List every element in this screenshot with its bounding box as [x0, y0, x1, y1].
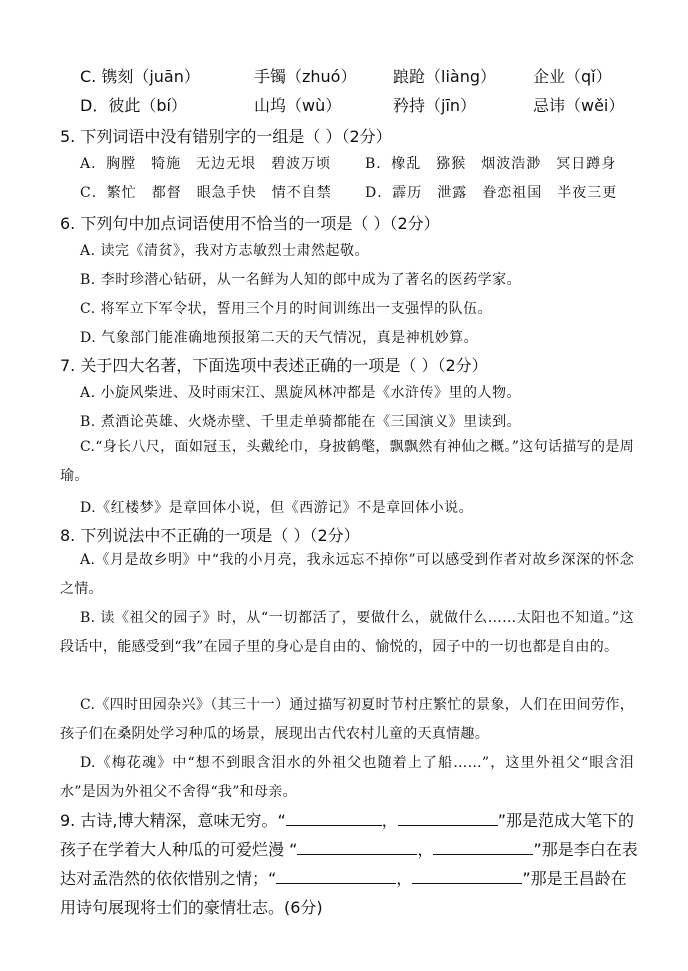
q5-option-c: C．繁忙 都督 眼急手快 情不自禁: [80, 185, 332, 201]
q6-option-d: D. 气象部门能准确地预报第二天的天气情况，真是神机妙算。: [80, 330, 479, 346]
q8-option-a: A.《月是故乡明》中“我的小月亮，我永远忘不掉你”可以感受到作者对故乡深深的怀念之情。: [60, 552, 634, 597]
q4-option-d-word3: 矜持（jīn）: [393, 96, 477, 115]
q9-blank-1[interactable]: [286, 807, 382, 826]
q9-blank-5[interactable]: [276, 865, 396, 884]
q8-option-d: D.《梅花魂》中“想不到眼含泪水的外祖父也随着上了船……”，这里外祖父“眼含泪水”是因为外祖父不舍得“我”和母亲。: [60, 755, 634, 800]
q6-option-a: A. 读完《清贫》，我对方志敏烈士肃然起敬。: [80, 243, 370, 259]
q6-option-c: C. 将军立下军令状，誓用三个月的时间训练出一支强悍的队伍。: [80, 301, 493, 317]
q9-blank-4[interactable]: [433, 836, 533, 855]
q5-option-a: A．胸膛 犄施 无边无垠 碧波万顷: [80, 156, 332, 172]
q7-option-a: A. 小旋风柴进、及时雨宋江、黑旋风林冲都是《水浒传》里的人物。: [80, 385, 522, 401]
q9-text-1: 9. 古诗,博大精深，意味无穷。“: [60, 811, 286, 830]
q5-option-d: D．霹历 泄露 眷恋祖国 半夜三更: [365, 185, 618, 201]
q6-option-b: B. 李时珍潜心钻研，从一名鲜为人知的郎中成为了著名的医药学家。: [80, 272, 522, 288]
q9-text-3: ”那是李白在表达对孟浩然的依依惜别之情；“: [60, 840, 638, 888]
q4-option-c-word4: 企业（qǐ）: [533, 67, 612, 86]
q4-option-row-d: [0, 93, 688, 121]
question-5-stem: 5. 下列词语中没有错别字的一组是（ ）（2分）: [60, 127, 392, 146]
q7-option-d: D.《红楼梦》是章回体小说，但《西游记》不是章回体小说。: [80, 500, 474, 516]
question-6-stem: 6. 下列句中加点词语使用不恰当的一项是（ ）（2分）: [60, 214, 440, 233]
q4-option-d-word4: 忌讳（wěi）: [533, 96, 625, 115]
q7-option-b: B. 煮酒论英雄、火烧赤壁、千里走单骑都能在《三国演义》里读到。: [80, 414, 522, 430]
q9-separator-1: ，: [381, 811, 398, 830]
question-9: [60, 806, 640, 922]
q4-option-c-word2: 手镯（zhuó）: [254, 67, 357, 86]
q4-option-c-word3: 踉跄（liàng）: [393, 67, 496, 86]
q9-separator-2: ，: [417, 840, 434, 859]
q7-option-c: C.“身长八尺，面如冠玉，头戴纶巾，身披鹤氅，飘飘然有神仙之概。”这句话描写的是周瑜。: [60, 439, 634, 484]
q9-separator-3: ，: [396, 869, 413, 888]
q9-blank-2[interactable]: [398, 807, 498, 826]
q4-option-d-word2: 山坞（wù）: [254, 96, 342, 115]
q9-text-2: ”那是范成大笔下的孩子在学着大人种瓜的可爱烂漫 “: [60, 811, 635, 859]
q9-blank-6[interactable]: [412, 865, 522, 884]
q5-option-b: B．橡乱 猕猴 烟波浩渺 冥日蹲身: [365, 156, 617, 172]
question-8-stem: 8. 下列说法中不正确的一项是（ ）（2分）: [60, 526, 360, 545]
q8-option-b: B. 读《祖父的园子》时，从“一切都活了，要做什么，就做什么……太阳也不知道。”这段话中，能感受到“我”在园子里的身心是自由的、愉悦的，园子中的一切也都是自由的。: [60, 610, 634, 655]
q9-blank-3[interactable]: [297, 836, 417, 855]
q9-text-4: ”那是王昌龄在用诗句展现将士们的豪情壮志。(6分): [60, 869, 627, 917]
question-7-stem: 7. 关于四大名著，下面选项中表述正确的一项是（ ）（2分）: [60, 356, 488, 375]
q4-option-c-word1: C. 镌刻（juān）: [80, 67, 200, 86]
q4-option-row-c: [0, 64, 688, 92]
q4-option-d-word1: D．彼此（bí）: [80, 96, 187, 115]
q8-option-c: C.《四时田园杂兴》（其三十一）通过描写初夏时节村庄繁忙的景象，人们在田间劳作，孩子们在桑阴处学习种瓜的场景，展现出古代农村儿童的天真情趣。: [60, 697, 634, 742]
